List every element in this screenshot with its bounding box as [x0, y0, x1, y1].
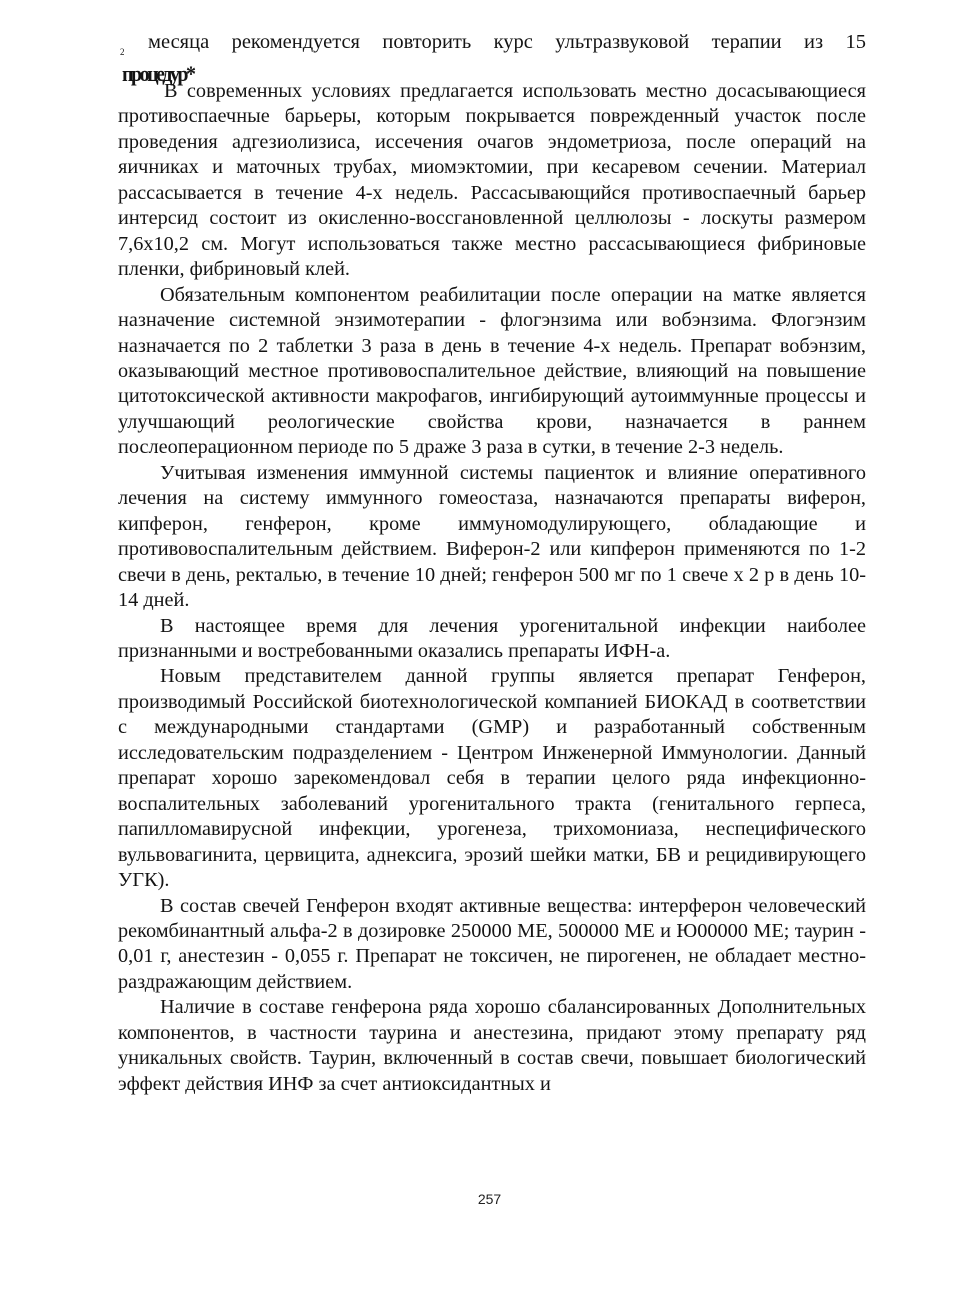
paragraph-4: В настоящее время для лечения урогенитальной инфекции наиболее признанными и востребованными оказались препараты ИФН-а. [118, 614, 866, 662]
overprinted-word: процедур* [122, 62, 194, 87]
paragraph-6: В состав свечей Генферон входят активные вещества: интерферон человеческий рекомбинантный альфа-2 в дозировке 250000 ME, 500000 ME и Ю00000 ME; таурин - 0,01 г, анестезин - 0,055 г. Препарат не токсичен, не пирогенен, не обладает местно-раздражающим действием. [118, 894, 866, 993]
page-header-fragment [120, 30, 866, 87]
superscript-marker: 2 [120, 47, 125, 57]
continuation-line: месяца рекомендуется повторить курс ультразвуковой терапии из 15 [148, 31, 866, 53]
paragraph-2: Обязательным компонентом реабилитации после операции на матке является назначение системной энзимотерапии - флогэнзима или вобэнзима. Флогэнзим назначается по 2 таблетки 3 раза в день в течение 4-х недель. Препарат вобэнзим, оказывающий местное противовоспалительное действие, влияющий на повышение цитотоксической активности макрофагов, ингибирующий аутоиммунные процессы и улучшающий реологические свойства крови, назначается в раннем послеоперационном периоде по 5 драже 3 раза в сутки, в течение 2-3 недель. [118, 283, 866, 459]
paragraph-5: Новым представителем данной группы является препарат Генферон, производимый Российской биотехнологической компанией БИОКАД в соответствии с международными стандартами (GMP) и разработанный собственным исследовательским подразделением - Центром Инженерной Иммунологии. Данный препарат хорошо зарекомендовал себя в терапии целого ряда инфекционно-воспалительных заболеваний урогенитального тракта (генитального герпеса, папилломавирусной инфекции, урогенеза, трихомониаза, неспецифического вульвовагинита, цервицита, аднексига, эрозий шейки матки, БВ и рецидивирующего УГК). [118, 665, 866, 892]
paragraph-7: Наличие в составе генферона ряда хорошо сбалансированных Дополнительных компонентов, в частности таурина и анестезина, придают этому препарату ряд уникальных свойств. Таурин, включенный в состав свечи, повышает биологический эффект действия ИНФ за счет антиоксидантных и [118, 996, 866, 1095]
paragraph-1: В современных условиях предлагается использовать местно досасывающиеся противоспаечные барьеры, которым покрывается поврежденный участок после проведения адгезиолизиса, иссечения очагов эндометриоза, после операций на яичниках и маточных трубах, миомэктомии, при кесаревом сечении. Материал рассасывается в течение 4-х недель. Рассасывающийся противоспаечный барьер интерсид состоит из окисленно-воссгановленной целлюлозы - лоскуты размером 7,6x10,2 см. Могут использоваться также местно рассасывающиеся фибриновые пленки, фибриновый клей. [118, 80, 866, 281]
body-text [118, 79, 866, 1097]
page-number: 257 [477, 1191, 502, 1207]
paragraph-3: Учитывая изменения иммунной системы пациенток и влияние оперативного лечения на систему иммунного гомеостаза, назначаются препараты виферон, кипферон, генферон, кроме иммуномодулирующего, обладающие и противовоспалительным действием. Виферон-2 или кипферон применяются по 1-2 свечи в день, ректалью, в течение 10 дней; генферон 500 мг по 1 свече х 2 р в день 10-14 дней. [118, 461, 866, 612]
